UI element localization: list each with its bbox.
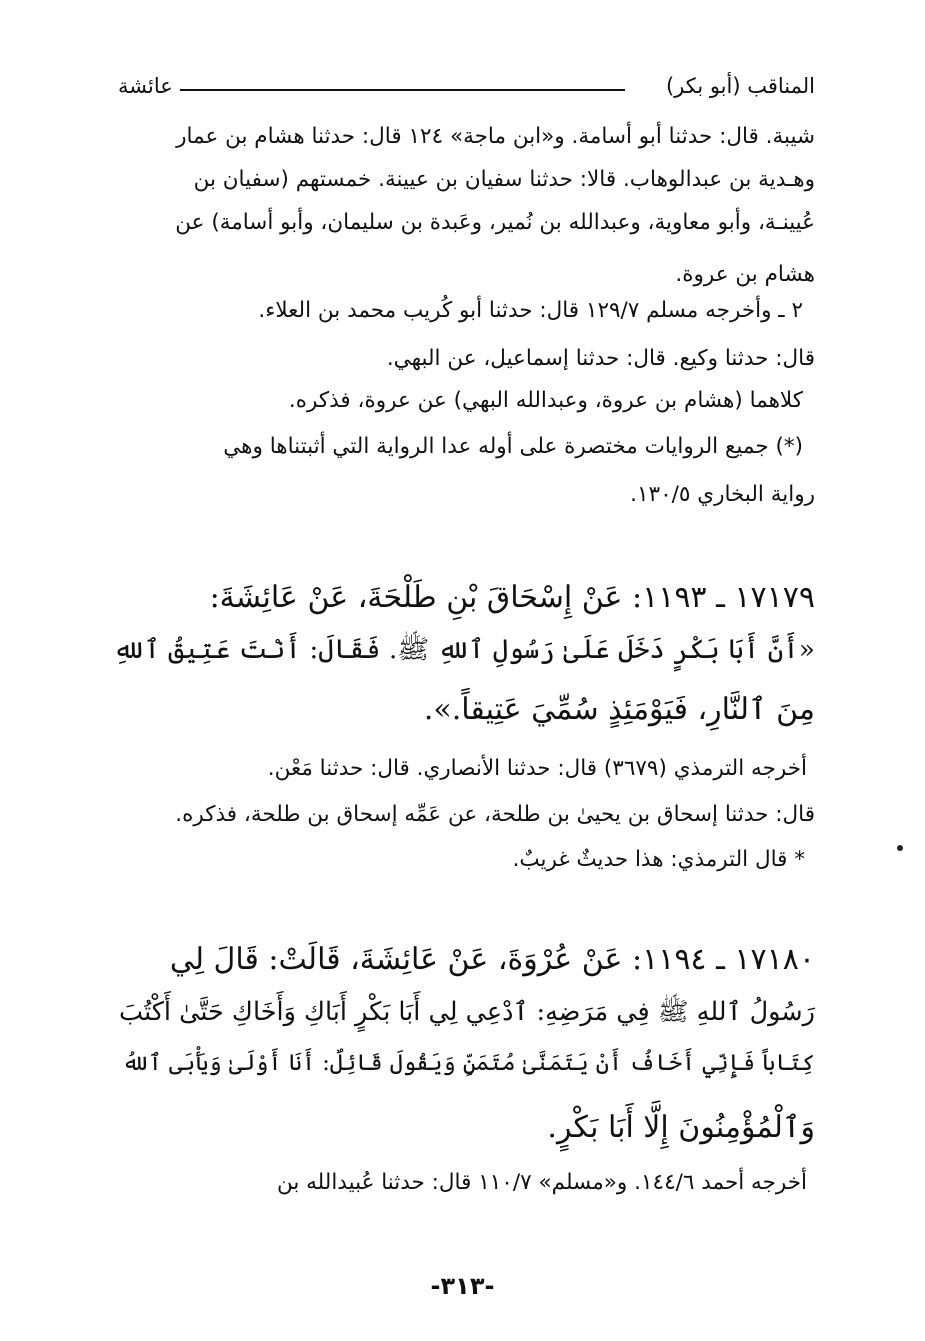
text-line: عُيينـة، وأبو معاوية، وعبدالله بن نُمير، وعَبدة بن سليمان، وأبو أسامة) عن — [175, 210, 815, 235]
hadith-line: «أَنَّ أَبَا بَكْرٍ دَخَلَ عَلَىٰ رَسُولِ ٱللهِ ﷺ. فَقَالَ: أَنْتَ عَتِيقُ ٱللهِ — [113, 634, 815, 665]
text-line: شيبة. قال: حدثنا أبو أسامة. و«ابن ماجة» ١٢٤ قال: حدثنا هشام بن عمار — [176, 124, 815, 149]
margin-dot — [897, 845, 903, 851]
chapter-title: المناقب (أبو بكر) — [665, 74, 815, 98]
text-line: قال: حدثنا وكيع. قال: حدثنا إسماعيل، عن البهي. — [386, 346, 815, 371]
hadith-note: أخرجه أحمد ١٤٤/٦. و«مسلم» ١١٠/٧ قال: حدثنا عُبيدالله بن — [276, 1170, 807, 1195]
text-line: وهـدية بن عبدالوهاب. قالا: حدثنا سفيان بن عيينة. خمستهم (سفيان بن — [193, 167, 815, 192]
hadith-note: قال: حدثنا إسحاق بن يحيىٰ بن طلحة، عن عَمِّه إسحاق بن طلحة، فذكره. — [175, 802, 815, 827]
section-title: عائشة — [118, 74, 173, 98]
hadith-note: أخرجه الترمذي (٣٦٧٩) قال: حدثنا الأنصاري. قال: حدثنا مَعْن. — [267, 756, 807, 781]
header-rule — [180, 89, 625, 91]
hadith-line: ١٧١٧٩ ـ ١١٩٣: عَنْ إِسْحَاقَ بْنِ طَلْحَةَ، عَنْ عَائِشَةَ: — [209, 580, 815, 615]
text-line: (*) جميع الروايات مختصرة على أوله عدا الرواية التي أثبتناها وهي — [223, 434, 803, 459]
hadith-line: كِتَاباً فَإِنِّي أَخَافُ أَنْ يَتَمَنَّىٰ مُتَمَنٍّ وَيَقُولَ قَائِلٌ: أَنَا أَوْلَىٰ وَيَأْبَى ٱللهُ — [122, 1050, 815, 1076]
hadith-line: رَسُولُ ٱللهِ ﷺ فِي مَرَضِهِ: ٱدْعِي لِي أَبَا بَكْرٍ أَبَاكِ وَأَخَاكِ حَتَّىٰ أَكْتُبَ — [119, 997, 815, 1027]
text-line: كلاهما (هشام بن عروة، وعبدالله البهي) عن عروة، فذكره. — [288, 388, 803, 413]
text-line: ٢ ـ وأخرجه مسلم ١٢٩/٧ قال: حدثنا أبو كُريب محمد بن العلاء. — [258, 298, 803, 323]
hadith-line: وَٱلْمُؤْمِنُونَ إِلَّا أَبَا بَكْرٍ. — [547, 1110, 815, 1145]
text-line: رواية البخاري ١٣٠/٥. — [630, 482, 815, 507]
hadith-note: * قال الترمذي: هذا حديثٌ غريبٌ. — [512, 847, 805, 872]
running-header — [118, 72, 815, 102]
page-number: -٣١٣- — [430, 1272, 495, 1300]
hadith-line: مِنَ ٱلنَّارِ، فَيَوْمَئِذٍ سُمِّيَ عَتِيقاً.». — [423, 692, 815, 727]
hadith-line: ١٧١٨٠ ـ ١١٩٤: عَنْ عُرْوَةَ، عَنْ عَائِشَةَ، قَالَتْ: قَالَ لِي — [169, 942, 815, 977]
text-line: هشام بن عروة. — [675, 262, 815, 287]
